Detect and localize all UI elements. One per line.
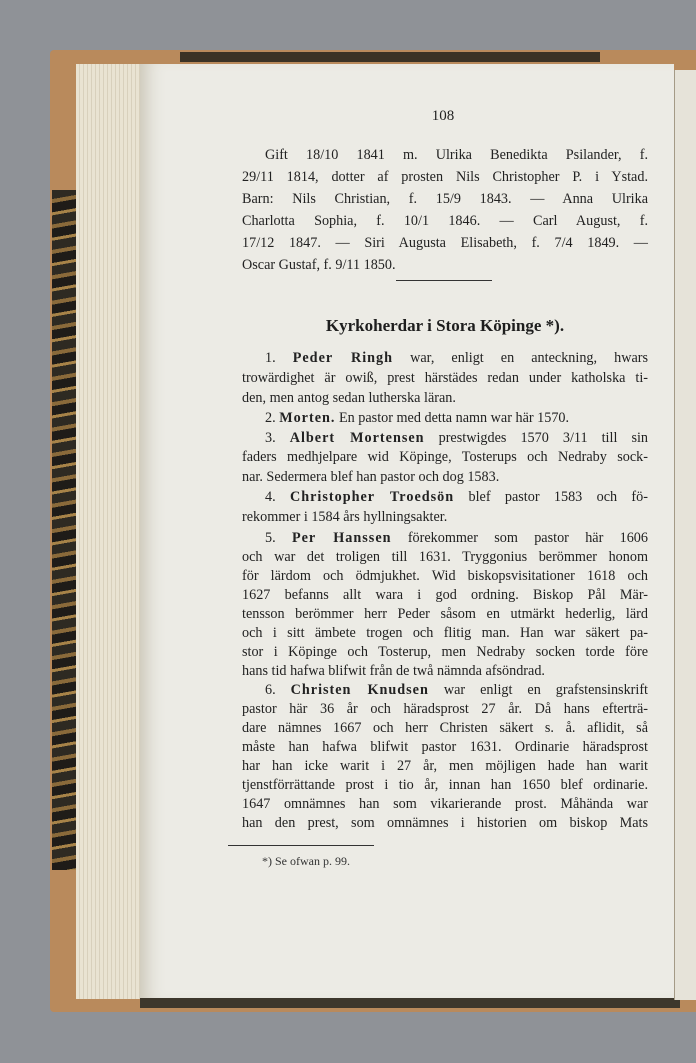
- entry-line: faders medhjelpare wid Köpinge, Tosterups och Nedraby sock-: [242, 449, 648, 465]
- intro-line: 17/12 1847. — Siri Augusta Elisabeth, f. 7/4 1849. —: [242, 235, 648, 251]
- section-divider: [396, 280, 492, 281]
- entry-number: 3.: [265, 430, 290, 446]
- entry-line: stor i Köpinge och Tosterup, men Nedraby socken torde före: [242, 644, 648, 660]
- entry-line: 1627 befanns allt wara i god ordning. Biskop Pål Mär-: [242, 587, 648, 603]
- entry-line: har han icke warit i 27 år, men möjligen hade han warit: [242, 758, 648, 774]
- entry-number: 5.: [265, 530, 292, 546]
- intro-line: 29/11 1814, dotter af prosten Nils Christopher P. i Ystad.: [242, 169, 648, 185]
- entry-line: rekommer i 1584 års hyllningsakter.: [242, 509, 448, 525]
- entry-line: nar. Sedermera blef han pastor och dog 1583.: [242, 469, 500, 485]
- entry-text: blef pastor 1583 och fö-: [454, 489, 648, 505]
- entry-line: och i sitt ämbete trogen och flitig man. Han war säkert pa-: [242, 625, 648, 641]
- entry-line: [265, 409, 648, 427]
- footnote: *) Se ofwan p. 99.: [262, 854, 350, 868]
- intro-line: Charlotta Sophia, f. 10/1 1846. — Carl August, f.: [242, 213, 648, 229]
- entry-line: dare nämnes 1667 och herr Christen säkert s. å. aflidit, så: [242, 720, 648, 736]
- entry-line: 1647 omnämnes han som vikarierande prost. Måhända war: [242, 796, 648, 812]
- cover-edge: [180, 52, 600, 62]
- entry-line: tensson berömmer herr Peder såsom en utmärkt hederlig, lärd: [242, 606, 648, 622]
- section-heading: Kyrkoherdar i Stora Köpinge *).: [325, 316, 565, 335]
- entry-line: han den prest, som omnämnes i historien om biskop Mats: [242, 815, 648, 831]
- entry-line: den, men antog sedan lutherska läran.: [242, 390, 456, 406]
- entry-line: [265, 488, 648, 506]
- entry-line: [265, 429, 648, 447]
- entry-number: 6.: [265, 682, 291, 698]
- entry-line: hans tid hafwa blifwit från de twå nämnda afsöndrad.: [242, 663, 545, 679]
- entry-text: prestwigdes 1570 3/11 till sin: [424, 430, 648, 446]
- entry-text: war, enligt en anteckning, hwars: [393, 350, 649, 366]
- page-edges: [76, 64, 148, 999]
- intro-line: Oscar Gustaf, f. 9/11 1850.: [242, 257, 396, 273]
- entry-number: 1.: [265, 350, 293, 366]
- entry-number: 4.: [265, 489, 290, 505]
- intro-line: Barn: Nils Christian, f. 15/9 1843. — Anna Ulrika: [242, 191, 648, 207]
- entry-line: [265, 681, 648, 699]
- entry-line: [265, 529, 648, 547]
- entry-line: måste han hafwa blifwit pastor 1631. Ordinarie häradsprost: [242, 739, 648, 755]
- entry-line: [265, 349, 648, 367]
- intro-line: Gift 18/10 1841 m. Ulrika Benedikta Psilander, f.: [265, 147, 648, 163]
- entry-name: Per Hanssen: [291, 530, 392, 546]
- entry-name: Christen Knudsen: [290, 682, 429, 698]
- entry-name: Albert Mortensen: [289, 430, 425, 446]
- entry-line: för lärdom och ödmjukhet. Wid biskopsvisitationer 1618 och: [242, 568, 648, 584]
- entry-text: war enligt en grafstensinskrift: [428, 682, 648, 698]
- entry-name: Peder Ringh: [292, 350, 394, 366]
- footnote-rule: [228, 845, 374, 846]
- entry-line: pastor här 36 år och häradsprost 27 år. Då hans efterträ-: [242, 701, 648, 717]
- page-number: 108: [431, 108, 455, 124]
- entry-number: 2.: [265, 410, 280, 426]
- entry-text: En pastor med detta namn war här 1570.: [335, 410, 570, 426]
- entry-name: Christopher Troedsön: [289, 489, 455, 505]
- facing-page-edge: [674, 70, 696, 1000]
- marbled-spine: [52, 190, 76, 870]
- entry-line: tjenstförrättande prost i tio år, innan han 1650 blef ordinarie.: [242, 777, 648, 793]
- entry-text: förekommer som pastor här 1606: [391, 530, 648, 546]
- entry-line: och war det troligen till 1631. Tryggonius berömmer honom: [242, 549, 648, 565]
- entry-name: Morten.: [279, 410, 336, 426]
- entry-line: trowärdighet är owiß, prest härstädes redan under katholska ti-: [242, 370, 648, 386]
